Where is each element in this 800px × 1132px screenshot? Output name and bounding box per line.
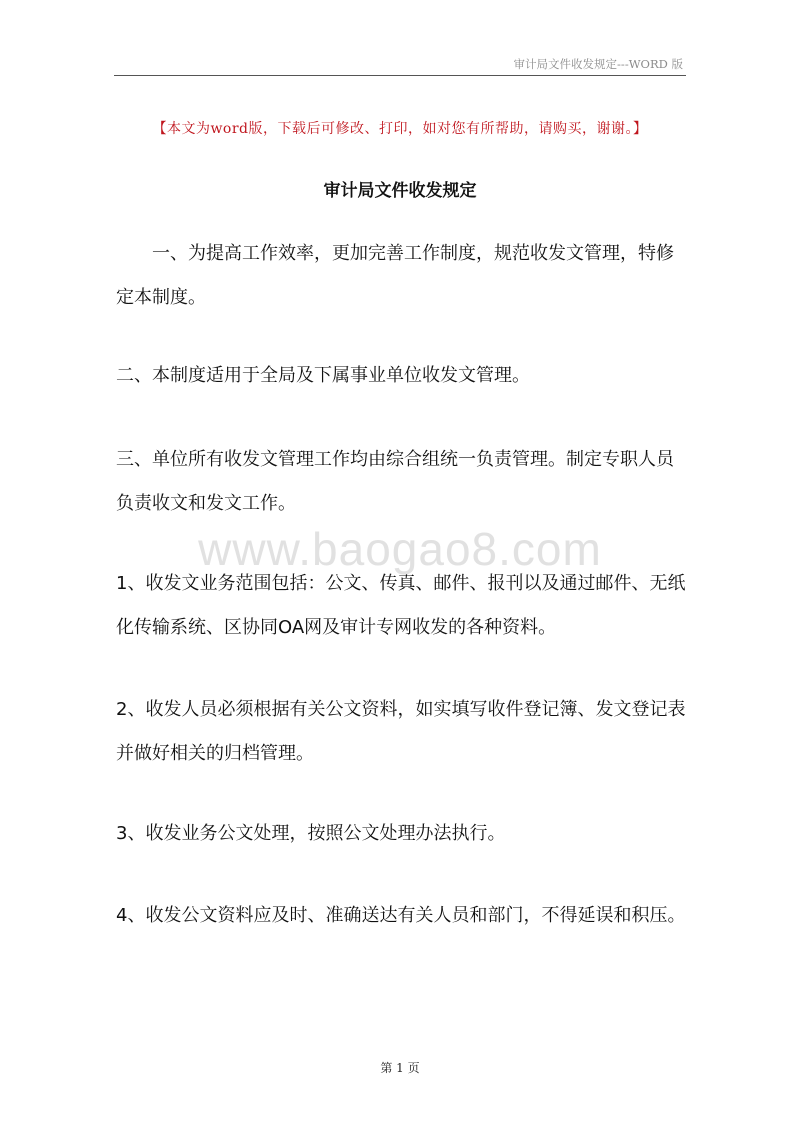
watermark: www.baogao8.com (198, 523, 602, 575)
paragraph-2: 二、本制度适用于全局及下属事业单位收发文管理。 (116, 365, 530, 386)
header-divider (114, 75, 686, 76)
paragraph-5: 2、收发人员必须根据有关公文资料，如实填写收件登记簿、发文登记表并做好相关的归档管理。 (116, 699, 686, 764)
download-notice: 【本文为word版，下载后可修改、打印，如对您有所帮助，请购买，谢谢。】 (152, 121, 648, 137)
running-header: 审计局文件收发规定---WORD 版 (513, 57, 683, 71)
paragraph-6: 3、收发业务公文处理，按照公文处理办法执行。 (116, 823, 506, 844)
page-number: 第 1 页 (380, 1061, 420, 1075)
paragraph-3: 三、单位所有收发文管理工作均由综合组统一负责管理。制定专职人员负责收文和发文工作。 (116, 449, 674, 514)
document-title: 审计局文件收发规定 (323, 181, 477, 201)
paragraph-4: 1、收发文业务范围包括：公文、传真、邮件、报刊以及通过邮件、无纸化传输系统、区协同OA网及审计专网收发的各种资料。 (116, 573, 686, 638)
paragraph-7: 4、收发公文资料应及时、准确送达有关人员和部门，不得延误和积压。 (116, 905, 686, 926)
paragraph-1: 一、为提高工作效率，更加完善工作制度，规范收发文管理，特修定本制度。 (116, 243, 674, 308)
